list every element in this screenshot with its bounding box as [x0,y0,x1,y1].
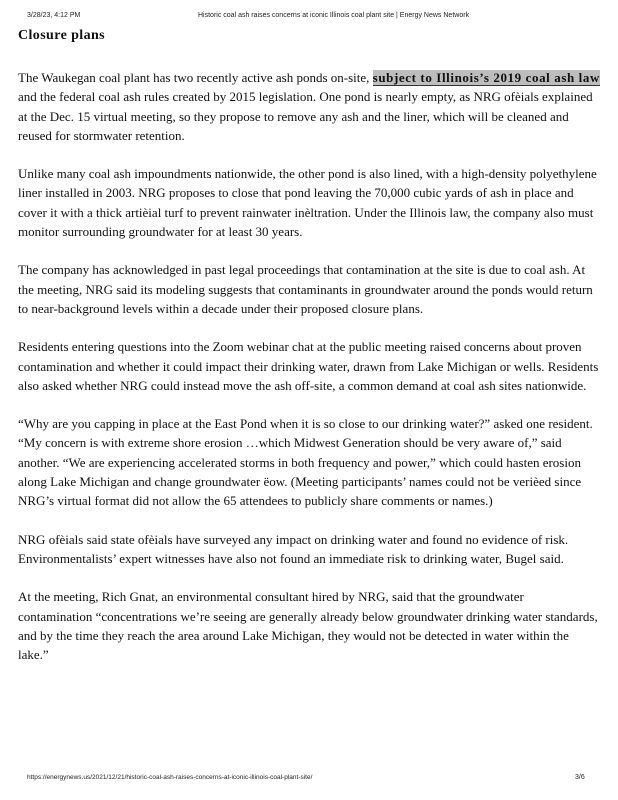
paragraph-text: The Waukegan coal plant has two recently active ash ponds on-site, [18,70,373,85]
paragraph-lined-pond: Unlike many coal ash impoundments nationwide, the other pond is also lined, with a high-density polyethylene liner installed in 2003. NRG proposes to close that pond leaving the 70,000 cubic yards of ash in place and cover it with a thick artièial turf to prevent rainwater inèltration. Under the Illinois law, the company also must monitor surrounding groundwater for at least 30 years. [18,166,597,240]
print-footer-url: https://energynews.us/2021/12/21/historic-coal-ash-raises-concerns-at-iconic-illinois-coal-plant-site/ [27,774,313,781]
paragraph-ash-ponds [18,68,600,145]
paragraph-resident-questions: Residents entering questions into the Zoom webinar chat at the public meeting raised concerns about proven contamination and whether it could impact their drinking water, drawn from Lake Michigan or wells. Residents also asked whether NRG could instead move the ash off-site, a common demand at coal ash sites nationwide. [18,339,599,393]
print-header-page-title: Historic coal ash raises concerns at iconic Illinois coal plant site | Energy News Network [198,12,470,19]
section-heading: Closure plans [18,28,106,43]
coal-ash-law-link[interactable]: subject to Illinois’s 2019 coal ash law [372,70,600,85]
paragraph-text: and the federal coal ash rules created by 2015 legislation. One pond is nearly empty, as NRG ofèials explained at the Dec. 15 virtual meeting, so they propose to remove any ash and the liner, which will be cleaned and reused for stormwater retention. [18,89,593,143]
paragraph-consultant-quote: At the meeting, Rich Gnat, an environmental consultant hired by NRG, said that the groundwater contamination “concentrations we’re seeing are generally already below groundwater drinking water standards, and by the time they reach the area around Lake Michigan, they would not be detected in water within the lake.” [18,589,598,663]
paragraph-contamination: The company has acknowledged in past legal proceedings that contamination at the site is due to coal ash. At the meeting, NRG said its modeling suggests that contaminants in groundwater around the ponds would return to near-background levels within a decade under their proposed closure plans. [18,262,593,316]
paragraph-resident-quotes: “Why are you capping in place at the East Pond when it is so close to our drinking water?” asked one resident. “My concern is with extreme shore erosion …which Midwest Generation should be very aware of,” said another. “We are experiencing accelerated storms in both frequency and power,” which could hasten erosion along Lake Michigan and change groundwater ëow. (Meeting participants’ names could not be verièed since NRG’s virtual format did not allow the 65 attendees to publicly share comments or names.) [18,416,593,509]
article-body [18,68,600,683]
paragraph-drinking-water: NRG ofèials said state ofèials have surveyed any impact on drinking water and found no evidence of risk. Environmentalists’ expert witnesses have also not found an immediate risk to drinking water, Bugel said. [18,531,569,566]
print-footer-page-number: 3/6 [575,774,585,781]
print-header-datetime: 3/28/23, 4:12 PM [27,12,81,19]
